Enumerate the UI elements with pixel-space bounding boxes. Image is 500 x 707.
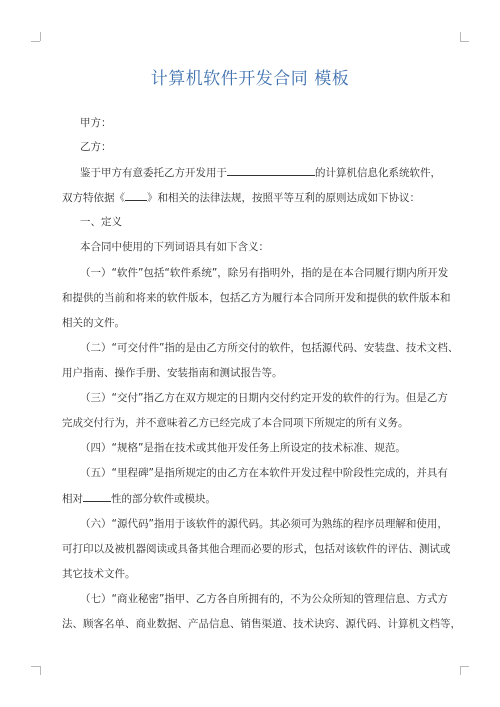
intro-line-1	[80, 165, 441, 180]
definition-7-line-1: （七）“商业秘密”指甲、乙方各自所拥有的，不为公众所知的管理信息、方式方	[80, 593, 448, 605]
crop-mark-top-left-h	[31, 41, 40, 42]
section-heading-definitions: 一、定义	[80, 216, 122, 228]
definition-1-line-2: 和提供的当前和将来的软件版本，包括乙方为履行本合同所开发和提供的软件版本和	[62, 292, 451, 304]
definition-5-line-2	[62, 491, 216, 506]
definition-6-line-1: （六）“源代码”指用于该软件的源代码。其必须可为熟练的程序员理解和使用，	[80, 518, 448, 530]
definition-3-line-2: 完成交付行为，并不意味着乙方已经完成了本合同项下所规定的所有义务。	[62, 417, 409, 429]
crop-mark-top-right-v	[460, 32, 461, 41]
definition-6-line-3: 其它技术文件。	[62, 568, 136, 580]
crop-mark-top-left-v	[40, 32, 41, 41]
intro-line-2	[62, 190, 420, 205]
crop-mark-bottom-left-v	[40, 666, 41, 675]
law-name-blank[interactable]	[125, 190, 147, 201]
definition-2-line-1: （二）“可交付件”指的是由乙方所交付的软件，包括源代码、安装盘、技术文档、	[80, 342, 459, 354]
definitions-intro: 本合同中使用的下列词语具有如下含义：	[80, 241, 269, 253]
milestone-blank[interactable]	[83, 491, 111, 502]
definition-5-line-1: （五）“里程碑”是指所规定的由乙方在本软件开发过程中阶段性完成的，并具有	[80, 467, 448, 479]
intro-line-2-suffix: 》和相关的法律法规，按照平等互利的原则达成如下协议：	[147, 192, 420, 204]
definition-5-line-2-prefix: 相对	[62, 493, 83, 505]
definition-2-line-2: 用户指南、操作手册、安装指南和测试报告等。	[62, 367, 283, 379]
definition-1-line-3: 相关的文件。	[62, 317, 125, 329]
party-a-label: 甲方：	[80, 117, 112, 129]
definition-1-line-1: （一）“软件”包括“软件系统”，除另有指明外，指的是在本合同履行期内所开发	[80, 267, 449, 279]
party-b-label: 乙方：	[80, 141, 112, 153]
intro-line-2-prefix: 双方特依据《	[62, 192, 125, 204]
definition-3-line-1: （三）“交付”指乙方在双方规定的日期内交付约定开发的软件的行为。但是乙方	[80, 392, 448, 404]
definition-7-line-2: 法、顾客名单、商业数据、产品信息、销售渠道、技术诀窍、源代码、计算机文档等，	[62, 618, 461, 630]
crop-mark-top-right-h	[460, 41, 469, 42]
crop-mark-bottom-right-h	[460, 666, 469, 667]
intro-line-1-prefix: 鉴于甲方有意委托乙方开发用于	[80, 167, 227, 179]
purpose-blank[interactable]	[227, 165, 315, 176]
definition-6-line-2: 可打印以及被机器阅读或具备其他合理而必要的形式，包括对该软件的评估、测试或	[62, 543, 451, 555]
crop-mark-bottom-right-v	[460, 666, 461, 675]
definition-4-line-1: （四）“规格”是指在技术或其他开发任务上所设定的技术标准、规范。	[80, 442, 406, 454]
crop-mark-bottom-left-h	[31, 666, 40, 667]
intro-line-1-suffix: 的计算机信息化系统软件，	[315, 167, 441, 179]
document-title: 计算机软件开发合同 模板	[150, 69, 350, 89]
definition-5-line-2-suffix: 性的部分软件或模块。	[111, 493, 216, 505]
